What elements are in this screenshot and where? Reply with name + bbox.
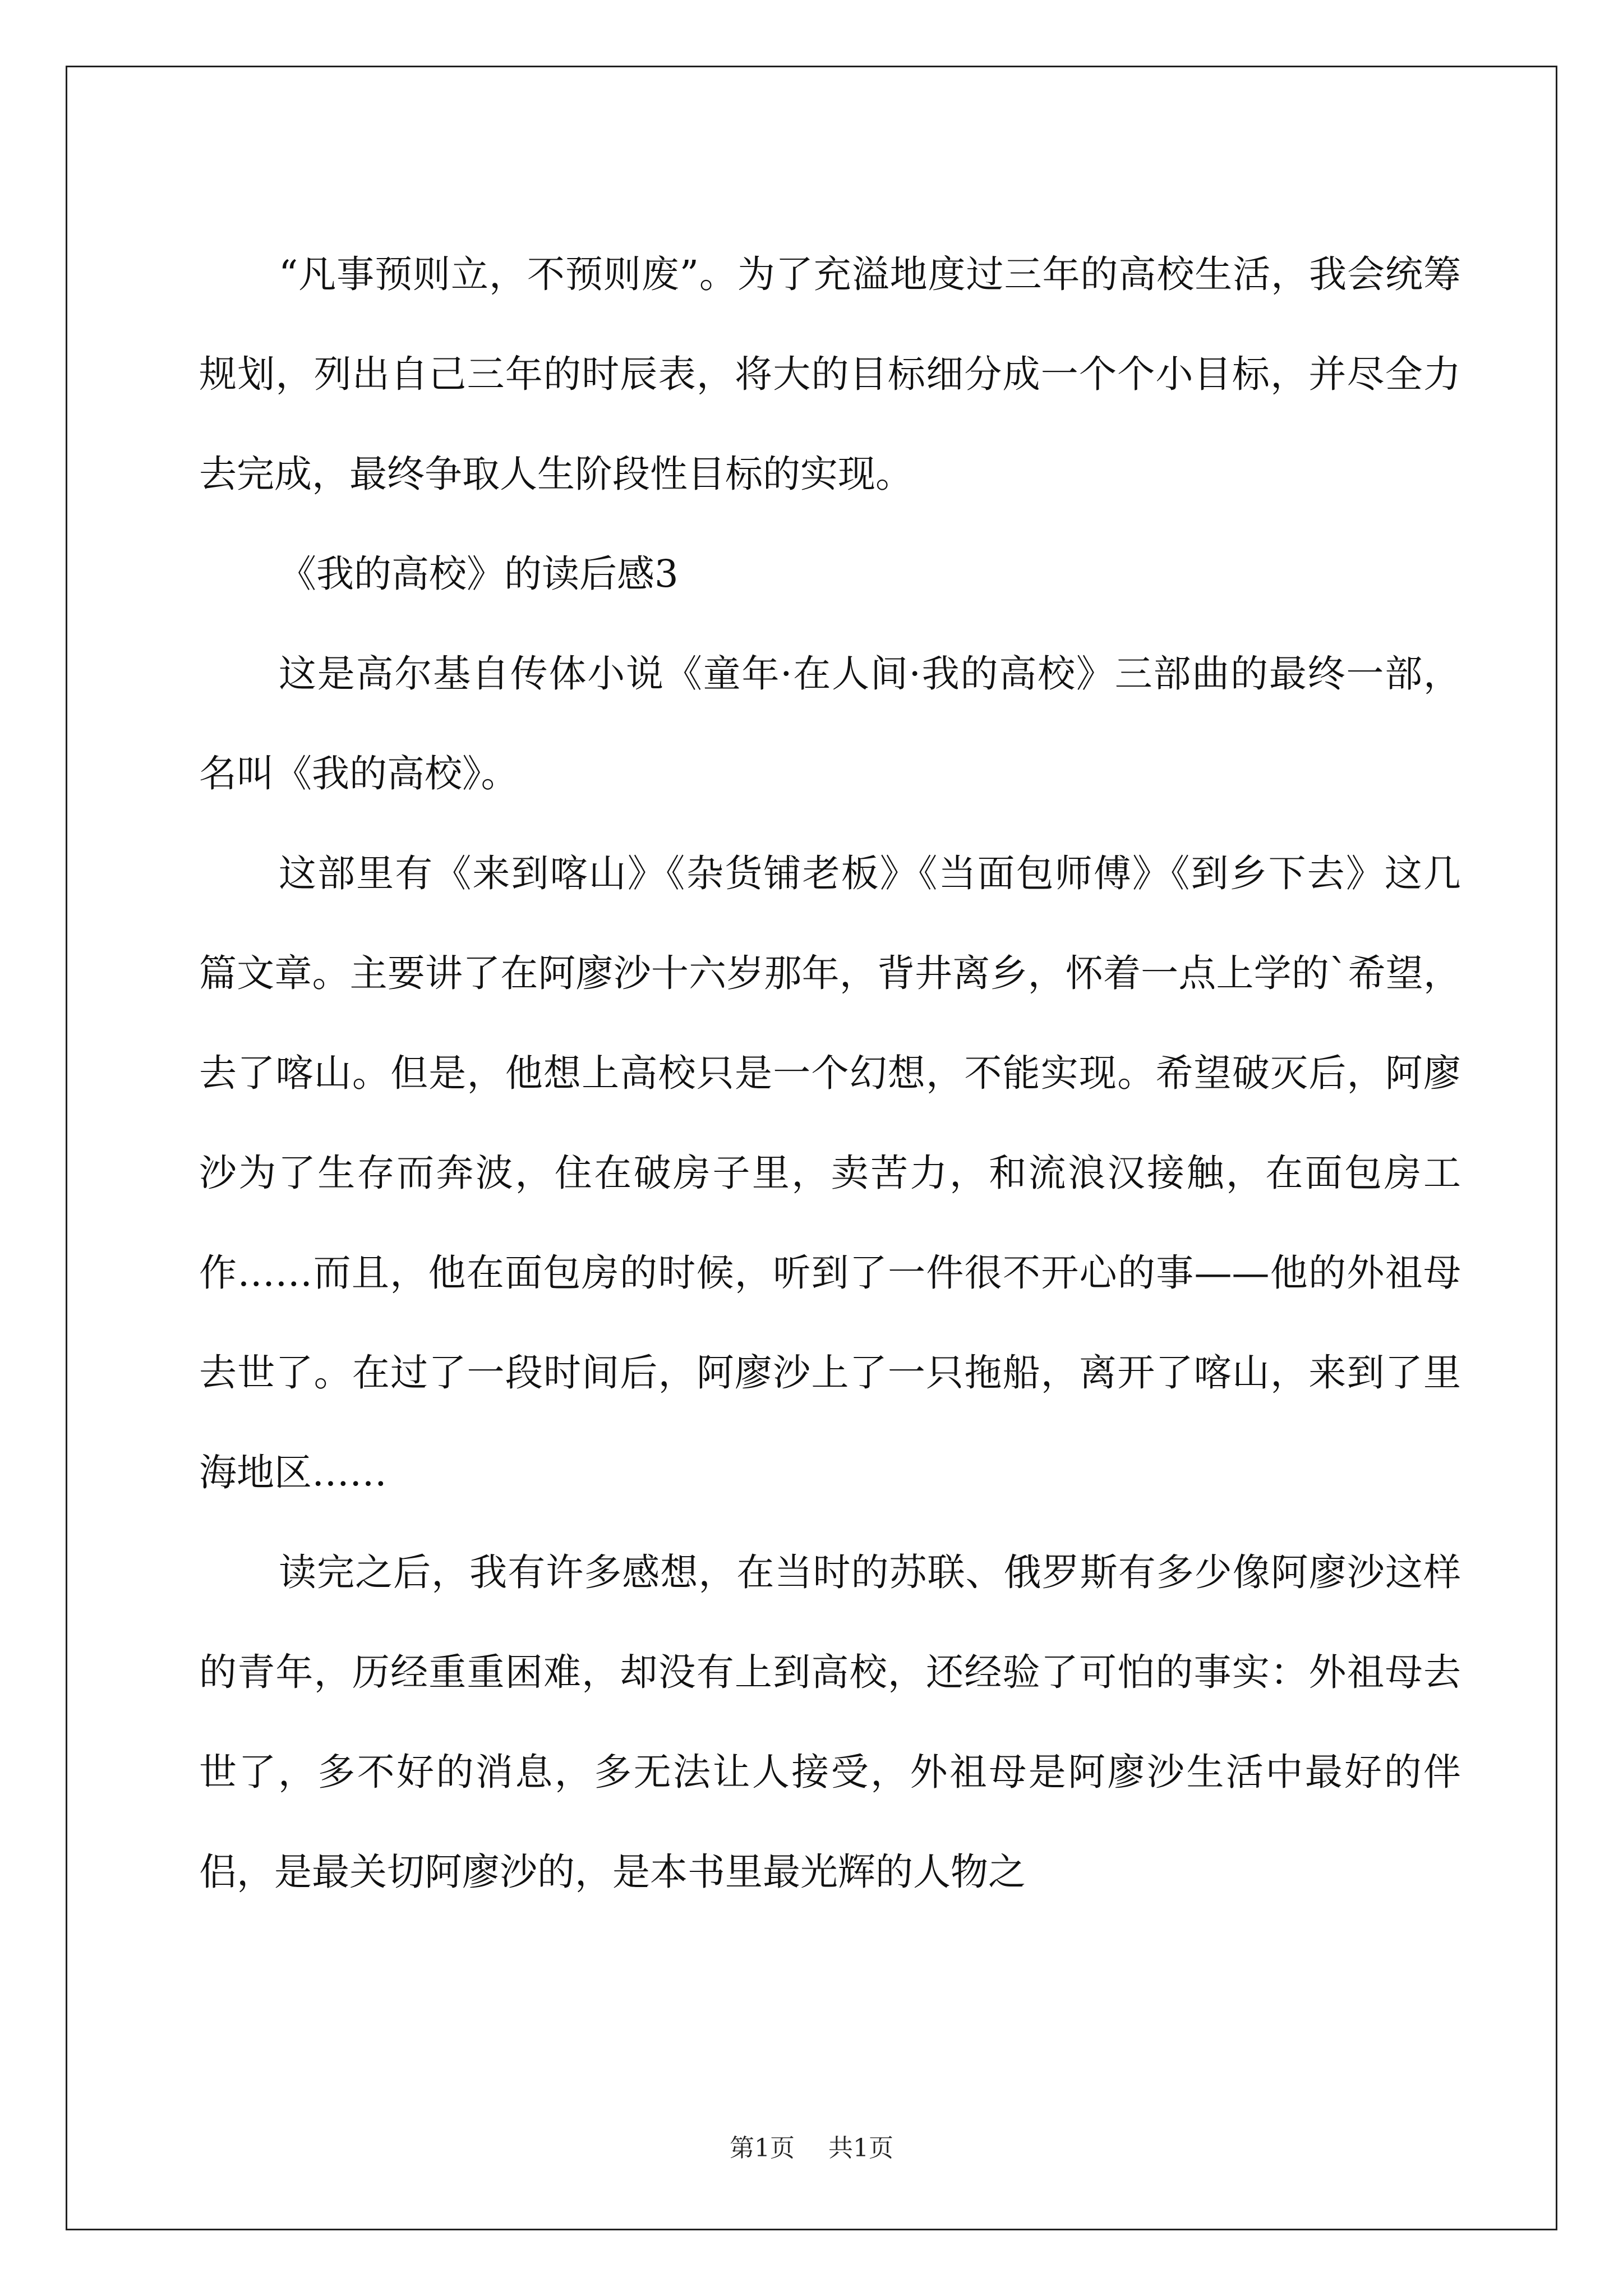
page-number: 第1页 [730,2134,795,2162]
paragraph: 读完之后，我有许多感想，在当时的苏联、俄罗斯有多少像阿廖沙这样的青年，历经重重困难，却没有上到高校，还经验了可怕的事实：外祖母去世了，多不好的消息，多无法让人接受，外祖母是阿廖沙生活中最好的伴侣，是最关切阿廖沙的，是本书里最光辉的人物之 [199,1550,1461,1894]
paragraph: “凡事预则立，不预则废”。为了充溢地度过三年的高校生活，我会统筹规划，列出自己三年的时辰表，将大的目标细分成一个个小目标，并尽全力去完成，最终争取人生阶段性目标的实现。 [199,252,1461,496]
page-total: 共1页 [828,2134,893,2162]
document-body [199,224,1461,1922]
paragraph: 这部里有《来到喀山》《杂货铺老板》《当面包师傅》《到乡下去》这几篇文章。主要讲了在阿廖沙十六岁那年，背井离乡，怀着一点上学的`希望，去了喀山。但是，他想上高校只是一个幻想，不能实现。希望破灭后，阿廖沙为了生存而奔波，住在破房子里，卖苦力，和流浪汉接触，在面包房工作……而且，他在面包房的时候，听到了一件很不开心的事——他的外祖母去世了。在过了一段时间后，阿廖沙上了一只拖船，离开了喀山，来到了里海地区…… [199,852,1461,1494]
page-footer [0,2132,1623,2165]
section-heading: 《我的高校》的读后感3 [279,552,679,596]
paragraph: 这是高尔基自传体小说《童年·在人间·我的高校》三部曲的最终一部，名叫《我的高校》。 [199,652,1461,795]
